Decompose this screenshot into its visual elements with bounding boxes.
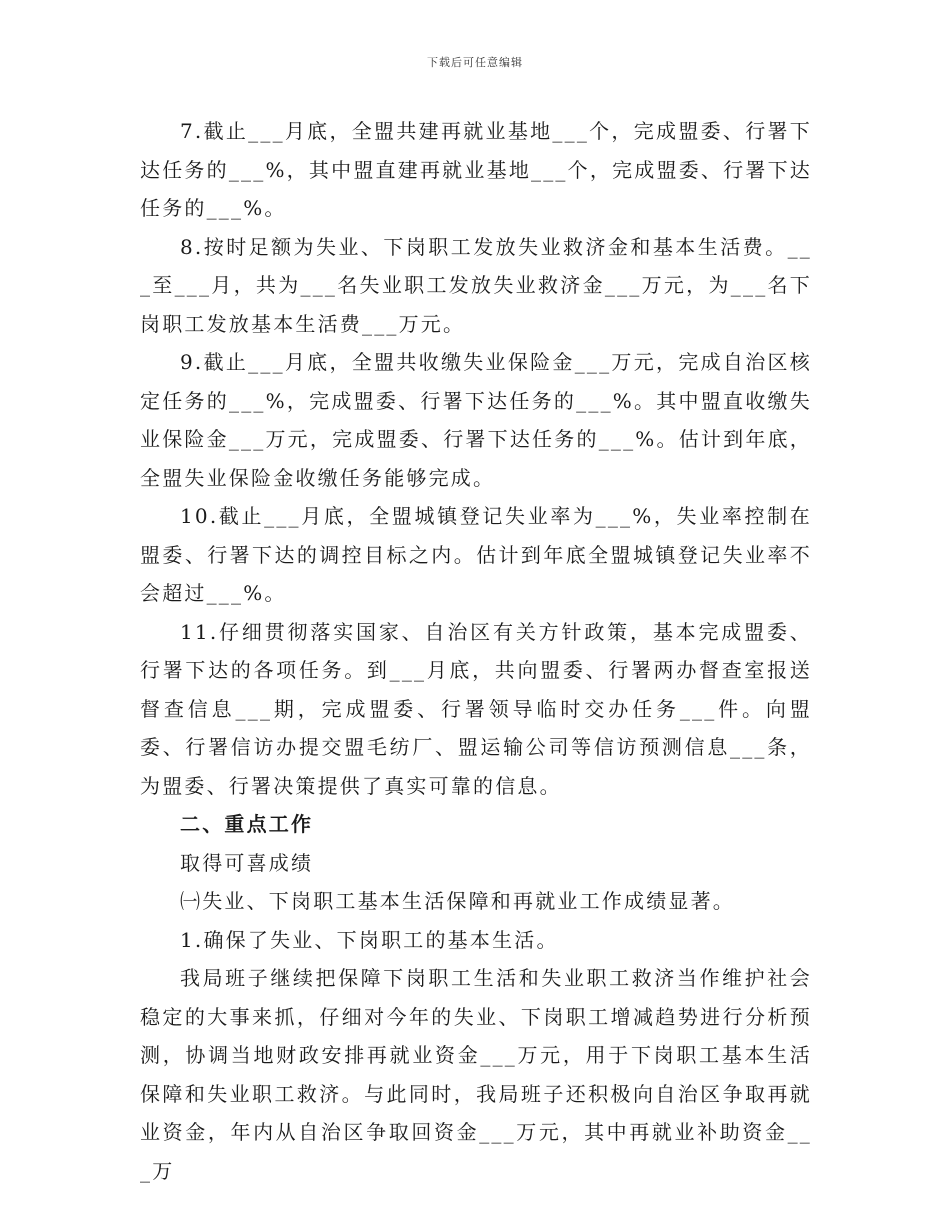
paragraph-item-11: 11.仔细贯彻落实国家、自治区有关方针政策，基本完成盟委、行署下达的各项任务。到___月底，共向盟委、行署两办督查室报送督查信息___期，完成盟委、行署领导临时交办任务___件。向盟委、行署信访办提交盟毛纺厂、盟运输公司等信访预测信息___条，为盟委、行署决策提供了真实可靠的信息。 <box>140 619 812 798</box>
page-header: 下载后可任意编辑 <box>427 56 523 69</box>
document-body <box>140 112 812 1190</box>
section-heading: 二、重点工作 <box>180 812 314 836</box>
paragraph-item-10: 10.截止___月底，全盟城镇登记失业率为___%，失业率控制在盟委、行署下达的调控目标之内。估计到年底全盟城镇登记失业率不会超过___%。 <box>140 504 812 605</box>
paragraph-item-7: 7.截止___月底，全盟共建再就业基地___个，完成盟委、行署下达任务的___%，其中盟直建再就业基地___个，完成盟委、行署下达任务的___%。 <box>140 119 812 220</box>
subsection-title: ㈠失业、下岗职工基本生活保障和再就业工作成绩显著。 <box>180 889 735 913</box>
body-paragraph: 我局班子继续把保障下岗职工生活和失业职工救济当作维护社会稳定的大事来抓，仔细对今年的失业、下岗职工增减趋势进行分析预测，协调当地财政安排再就业资金___万元，用于下岗职工基本生活保障和失业职工救济。与此同时，我局班子还积极向自治区争取再就业资金，年内从自治区争取回资金___万元，其中再就业补助资金___万 <box>140 966 812 1183</box>
point-title: 1.确保了失业、下岗职工的基本生活。 <box>180 927 559 952</box>
subheading: 取得可喜成绩 <box>180 850 314 875</box>
paragraph-item-8: 8.按时足额为失业、下岗职工发放失业救济金和基本生活费。___至___月，共为___名失业职工发放失业救济金___万元，为___名下岗职工发放基本生活费___万元。 <box>140 234 812 336</box>
paragraph-item-9: 9.截止___月底，全盟共收缴失业保险金___万元，完成自治区核定任务的___%，完成盟委、行署下达任务的___%。其中盟直收缴失业保险金___万元，完成盟委、行署下达任务的___%。估计到年底，全盟失业保险金收缴任务能够完成。 <box>140 350 812 490</box>
